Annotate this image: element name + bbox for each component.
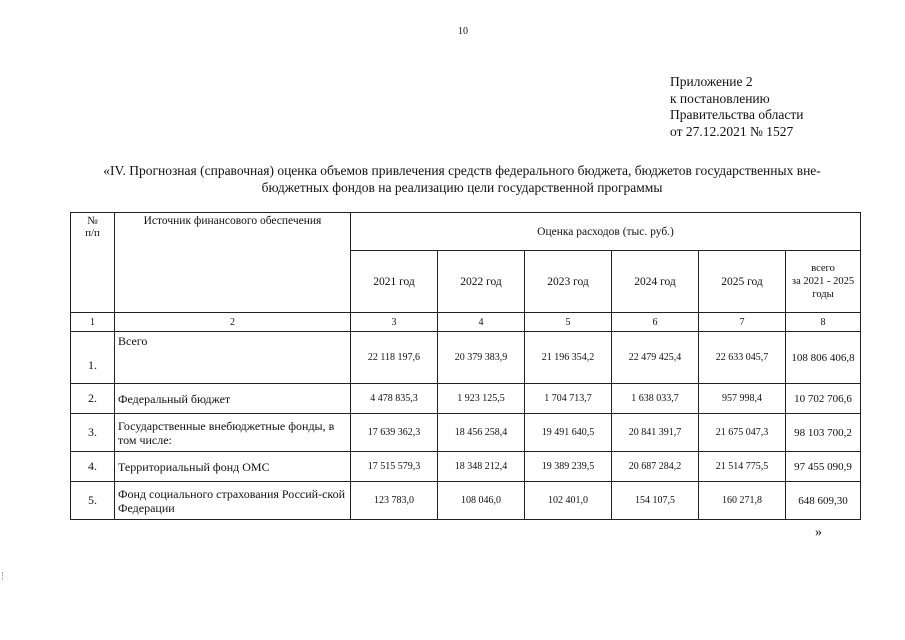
column-index: 5 xyxy=(525,313,612,332)
table-row xyxy=(71,414,861,452)
header-total-text: всего за 2021 - 2025 годы xyxy=(791,263,855,300)
row-total: 97 455 090,9 xyxy=(786,452,861,482)
column-index: 1 xyxy=(71,313,115,332)
header-number-text: № п/п xyxy=(85,215,100,239)
header-number xyxy=(71,213,115,313)
row-source-name: Территориальный фонд ОМС xyxy=(115,452,351,482)
column-index: 8 xyxy=(786,313,861,332)
row-source-name: Государственные внебюджетные фонды, в том числе: xyxy=(115,414,351,452)
header-year-2022: 2022 год xyxy=(438,251,525,313)
row-value: 1 923 125,5 xyxy=(438,384,525,414)
column-index-row xyxy=(71,313,861,332)
appendix-line: к постановлению xyxy=(670,90,770,106)
header-year-2021: 2021 год xyxy=(351,251,438,313)
row-value: 20 841 391,7 xyxy=(612,414,699,452)
row-value: 17 515 579,3 xyxy=(351,452,438,482)
row-value: 22 118 197,6 xyxy=(351,332,438,384)
row-number: 3. xyxy=(71,414,115,452)
budget-table xyxy=(70,212,861,520)
row-value: 18 456 258,4 xyxy=(438,414,525,452)
header-year-2024: 2024 год xyxy=(612,251,699,313)
header-estimate: Оценка расходов (тыс. руб.) xyxy=(351,213,861,251)
document-title-line: «IV. Прогнозная (справочная) оценка объемов привлечения средств федерального бюджета, бюджетов государственных вне- xyxy=(103,163,821,178)
row-total: 10 702 706,6 xyxy=(786,384,861,414)
row-value: 19 389 239,5 xyxy=(525,452,612,482)
row-value: 1 638 033,7 xyxy=(612,384,699,414)
column-index: 4 xyxy=(438,313,525,332)
closing-quote: » xyxy=(815,525,822,540)
page-number: 10 xyxy=(458,26,468,37)
header-year-2025: 2025 год xyxy=(699,251,786,313)
row-value: 1 704 713,7 xyxy=(525,384,612,414)
column-index: 6 xyxy=(612,313,699,332)
table-row xyxy=(71,384,861,414)
row-number: 5. xyxy=(71,482,115,520)
row-value: 160 271,8 xyxy=(699,482,786,520)
row-value: 21 514 775,5 xyxy=(699,452,786,482)
table-row xyxy=(71,452,861,482)
row-total: 648 609,30 xyxy=(786,482,861,520)
row-value: 20 687 284,2 xyxy=(612,452,699,482)
row-value: 22 479 425,4 xyxy=(612,332,699,384)
appendix-line: Приложение 2 xyxy=(670,74,753,89)
table-row xyxy=(71,332,861,384)
row-number: 2. xyxy=(71,384,115,414)
row-number: 4. xyxy=(71,452,115,482)
header-total xyxy=(786,251,861,313)
document-title xyxy=(62,162,862,196)
row-value: 4 478 835,3 xyxy=(351,384,438,414)
margin-mark xyxy=(2,572,4,580)
column-index: 3 xyxy=(351,313,438,332)
header-year-2023: 2023 год xyxy=(525,251,612,313)
column-index: 7 xyxy=(699,313,786,332)
row-value: 154 107,5 xyxy=(612,482,699,520)
row-value: 22 633 045,7 xyxy=(699,332,786,384)
row-value: 102 401,0 xyxy=(525,482,612,520)
row-value: 20 379 383,9 xyxy=(438,332,525,384)
appendix-line: Правительства области xyxy=(670,107,804,122)
row-value: 108 046,0 xyxy=(438,482,525,520)
row-source-name: Всего xyxy=(115,332,351,384)
row-number: 1. xyxy=(71,332,115,384)
row-total: 98 103 700,2 xyxy=(786,414,861,452)
row-source-name: Федеральный бюджет xyxy=(115,384,351,414)
header-source: Источник финансового обеспечения xyxy=(115,213,351,313)
document-title-line: бюджетных фондов на реализацию цели государственной программы xyxy=(261,180,663,195)
row-value: 17 639 362,3 xyxy=(351,414,438,452)
table-row xyxy=(71,482,861,520)
row-value: 123 783,0 xyxy=(351,482,438,520)
row-source-name: Фонд социального страхования Россий-ской Федерации xyxy=(115,482,351,520)
appendix-block xyxy=(670,74,803,140)
row-value: 21 675 047,3 xyxy=(699,414,786,452)
row-total: 108 806 406,8 xyxy=(786,332,861,384)
appendix-line: от 27.12.2021 № 1527 xyxy=(670,123,794,139)
row-value: 957 998,4 xyxy=(699,384,786,414)
row-value: 19 491 640,5 xyxy=(525,414,612,452)
row-value: 18 348 212,4 xyxy=(438,452,525,482)
row-value: 21 196 354,2 xyxy=(525,332,612,384)
column-index: 2 xyxy=(115,313,351,332)
